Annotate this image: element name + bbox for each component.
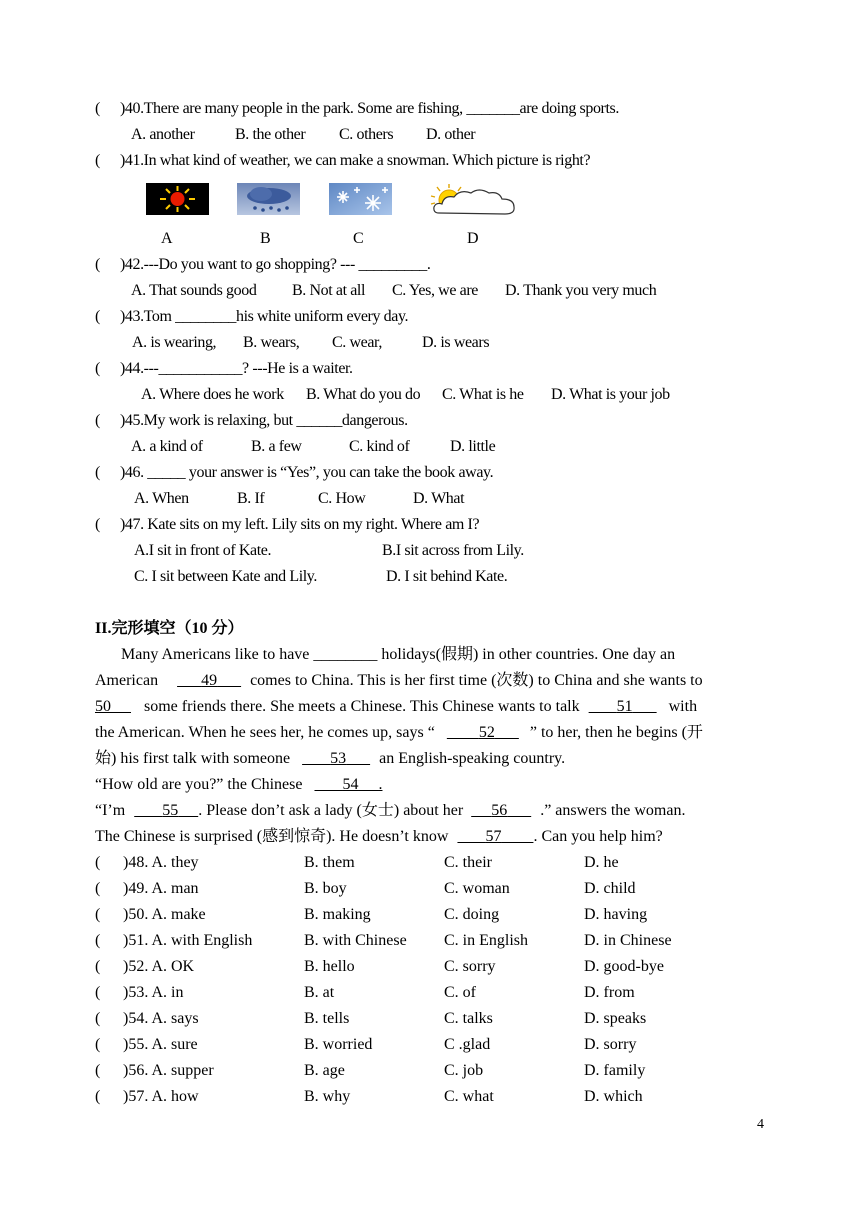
option-c: C. job [444,1062,484,1079]
passage-line-3 [95,697,697,717]
passage-line-7 [95,801,685,821]
blank-number: 56 [491,802,508,819]
option-d: D. from [584,984,635,1001]
option-c: C. What is he [442,386,524,403]
option-c: C .glad [444,1036,491,1053]
option-c: C. others [339,126,394,143]
blank-number: 53 [330,750,347,767]
blank-56 [471,802,531,819]
question-option-a: )55. A. sure [123,1036,198,1053]
option-a: A. When [134,490,189,507]
option-d: D. having [584,906,648,923]
option-a: A.I sit in front of Kate. [134,542,272,559]
question-46 [95,463,493,483]
option-a: A. Where does he work [141,386,284,403]
answer-paren: ( [95,516,100,533]
question-45 [95,411,408,431]
question-44 [95,359,353,379]
rain-cloud-icon [237,183,300,215]
question-40 [95,99,619,119]
answer-paren: ( [95,1062,101,1079]
question-option-a: )53. A. in [123,984,184,1001]
question-option-a: )49. A. man [123,880,199,897]
option-b: B. Not at all [292,282,366,299]
option-c: C. talks [444,1010,493,1027]
answer-paren: ( [95,958,101,975]
blank-number: 57 [485,828,502,845]
passage-text: ” to her, then he begins (开 [529,724,703,741]
blank-number: 49 [201,672,218,689]
option-b: B.I sit across from Lily. [382,542,524,559]
passage-text: . Please don’t ask a lady (女士) about her [198,802,464,819]
option-c: C. what [444,1088,494,1105]
blank-50 [95,698,131,715]
option-c: C. sorry [444,958,496,975]
option-b: B. hello [304,958,355,975]
option-c: C. wear, [332,334,382,351]
passage-text: an English-speaking country. [379,750,566,767]
passage-text: American [95,672,159,689]
question-stem: )47. Kate sits on my left. Lily sits on my right. Where am I? [119,516,480,533]
option-d: D. speaks [584,1010,647,1027]
blank-number: 51 [616,698,633,715]
blank-54 [314,776,382,793]
section-title: II.完形填空（10 分） [95,620,244,637]
passage-text: .” answers the woman. [540,802,686,819]
question-option-a: )51. A. with English [123,932,253,949]
option-d: D. little [450,438,496,455]
option-d: D. I sit behind Kate. [386,568,508,585]
question-stem: )44.---___________? ---He is a waiter. [119,360,353,377]
passage-line-2 [95,671,703,691]
option-a: A. another [131,126,195,143]
question-option-a: )56. A. supper [123,1062,214,1079]
option-c: C. How [318,490,366,507]
picture-label-c: C [353,230,364,247]
blank-number: 54 [342,776,359,793]
answer-paren: ( [95,308,100,325]
option-d: D. Thank you very much [505,282,657,299]
answer-paren: ( [95,932,101,949]
picture-label-a: A [161,230,173,247]
option-a: A. is wearing, [132,334,217,351]
option-a: A. That sounds good [131,282,257,299]
blank-49 [177,672,241,689]
option-b: B. tells [304,1010,350,1027]
option-c: C. I sit between Kate and Lily. [134,568,317,585]
answer-paren: ( [95,1036,101,1053]
answer-paren: ( [95,464,100,481]
question-43 [95,307,408,327]
option-d: D. he [584,854,619,871]
passage-line-1 [95,645,768,665]
option-d: D. family [584,1062,646,1079]
option-d: D. is wears [422,334,490,351]
passage-text: some friends there. She meets a Chinese. This Chinese wants to talk [144,698,580,715]
question-stem: )45.My work is relaxing, but ______dangerous. [119,412,408,429]
option-b: B. wears, [243,334,300,351]
blank-number: 52 [478,724,495,741]
option-d: D. other [426,126,476,143]
option-c: C. their [444,854,492,871]
answer-paren: ( [95,984,101,1001]
answer-paren: ( [95,880,101,897]
sun-icon [146,183,209,215]
passage-text: “How old are you?” the Chinese [95,776,303,793]
page-number: 4 [757,1117,764,1132]
option-d: D. good-bye [584,958,664,975]
question-stem: )43.Tom ________his white uniform every day. [119,308,409,325]
question-stem: )40.There are many people in the park. Some are fishing, _______are doing sports. [119,100,619,117]
option-c: C. woman [444,880,510,897]
answer-paren: ( [95,906,101,923]
answer-paren: ( [95,1010,101,1027]
question-option-a: )50. A. make [123,906,206,923]
passage-text: . Can you help him? [533,828,663,845]
option-c: C. of [444,984,476,1001]
option-b: B. the other [235,126,306,143]
question-42 [95,255,431,275]
option-b: B. What do you do [306,386,421,403]
passage-line-5 [95,749,565,769]
option-b: B. at [304,984,335,1001]
option-b: B. age [304,1062,345,1079]
sun-behind-cloud-icon [419,183,518,217]
answer-paren: ( [95,412,100,429]
passage-line-8 [95,827,663,847]
question-stem: )41.In what kind of weather, we can make a snowman. Which picture is right? [119,152,591,169]
passage-line-4 [95,723,703,743]
option-d: D. sorry [584,1036,637,1053]
option-b: B. why [304,1088,351,1105]
passage-line-6 [95,775,382,795]
option-b: B. worried [304,1036,373,1053]
passage-text: . [378,776,383,793]
option-c: C. in English [444,932,529,949]
option-c: C. kind of [349,438,410,455]
question-41 [95,151,590,171]
blank-number: 50 [95,698,111,715]
option-a: A. a kind of [131,438,203,455]
option-d: D. in Chinese [584,932,672,949]
question-option-a: )48. A. they [123,854,199,871]
passage-text: with [668,698,698,715]
option-d: D. What is your job [551,386,670,403]
picture-label-d: D [467,230,479,247]
question-option-a: )57. A. how [123,1088,199,1105]
blank-53 [302,750,370,767]
option-c: C. doing [444,906,500,923]
option-d: D. What [413,490,465,507]
blank-52 [447,724,519,741]
answer-paren: ( [95,100,100,117]
option-b: B. making [304,906,371,923]
question-stem: )46. _____ your answer is “Yes”, you can take the book away. [119,464,494,481]
answer-paren: ( [95,360,100,377]
passage-text: the American. When he sees her, he comes up, says “ [95,724,435,741]
blank-57 [457,828,533,845]
blank-51 [589,698,657,715]
snowflake-icon [329,183,392,215]
question-47 [95,515,479,535]
passage-text: Many Americans like to have ________ holidays(假期) in other countries. One day an [121,646,676,663]
answer-paren: ( [95,256,100,273]
question-stem: )42.---Do you want to go shopping? --- _________. [119,256,431,273]
question-option-a: )52. A. OK [123,958,195,975]
passage-text: comes to China. This is her first time (次数) to China and she wants to [250,672,703,689]
option-d: D. child [584,880,636,897]
blank-55 [134,802,198,819]
answer-paren: ( [95,152,100,169]
passage-text: The Chinese is surprised (感到惊奇). He doesn’t know [95,828,449,845]
answer-paren: ( [95,1088,101,1105]
passage-text: 始) his first talk with someone [95,750,291,767]
answer-paren: ( [95,854,101,871]
option-b: B. with Chinese [304,932,407,949]
picture-label-b: B [260,230,271,247]
question-option-a: )54. A. says [123,1010,199,1027]
option-b: B. them [304,854,355,871]
option-c: C. Yes, we are [392,282,478,299]
passage-text: “I’m [95,802,126,819]
option-b: B. a few [251,438,302,455]
option-b: B. If [237,490,265,507]
option-d: D. which [584,1088,643,1105]
blank-number: 55 [162,802,179,819]
option-b: B. boy [304,880,347,897]
